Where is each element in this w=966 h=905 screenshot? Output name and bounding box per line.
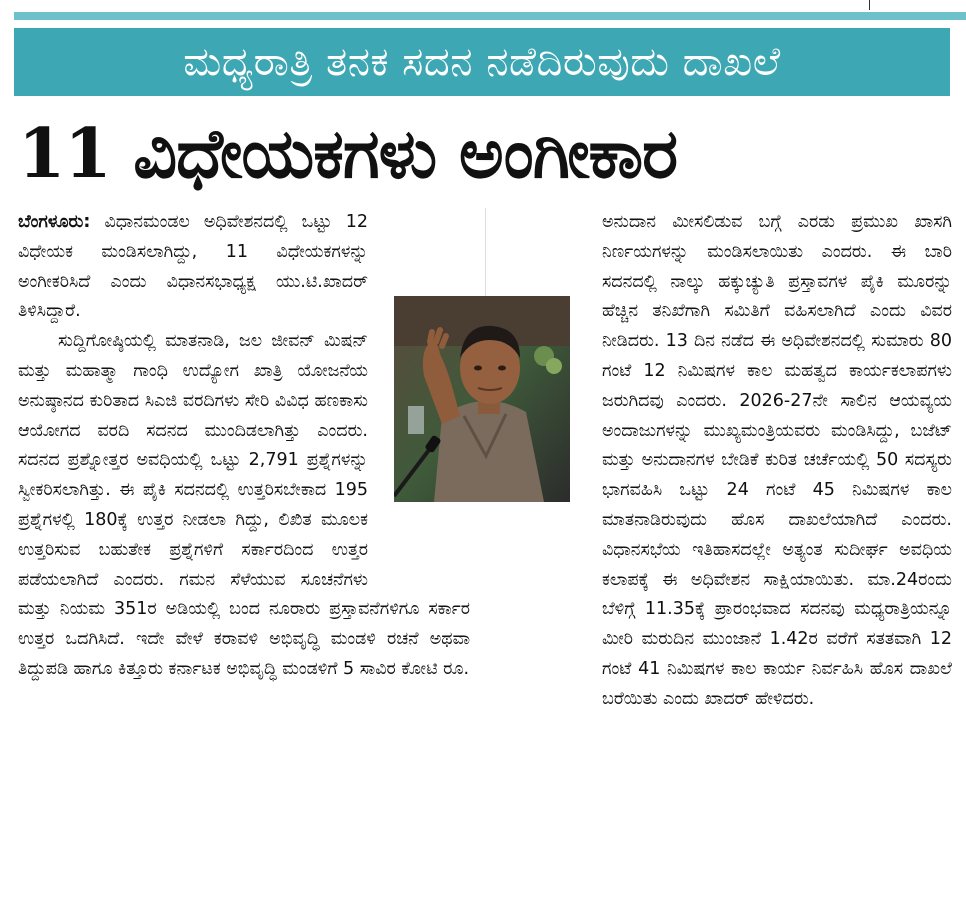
headline: 11 ವಿಧೇಯಕಗಳು ಅಂಗೀಕಾರ (18, 114, 678, 194)
body-paragraph-continued: ಅನುದಾನ ಮೀಸಲಿಡುವ ಬಗ್ಗೆ ಎರಡು ಪ್ರಮುಖ ಖಾಸಗಿ ನಿರ್ಣಯಗಳನ್ನು ಮಂಡಿಸಲಾಯಿತು ಎಂದರು. ಈ ಬಾರಿ ಸದನದಲ್ಲಿ ನಾಲ್ಕು ಹಕ್ಕುಚ್ಯುತಿ ಪ್ರಸ್ತಾವಗಳ ಪೈಕಿ ಮೂರನ್ನು ಹೆಚ್ಚಿನ ತನಿಖೆಗಾಗಿ ಸಮಿತಿಗೆ ವಹಿಸಲಾಗಿದೆ ಎಂದು ವಿವರ ನೀಡಿದರು. 13 ದಿನ ನಡೆದ ಈ ಅಧಿವೇಶನದಲ್ಲಿ ಸುಮಾರು 80 ಗಂಟೆ 12 ನಿಮಿಷಗಳ ಕಾಲ ಮಹತ್ವದ ಕಾರ್ಯಕಲಾಪಗಳು ಜರುಗಿದವು ಎಂದರು. 2026-27ನೇ ಸಾಲಿನ ಆಯವ್ಯಯ ಅಂದಾಜುಗಳನ್ನು ಮುಖ್ಯಮಂತ್ರಿಯವರು ಮಂಡಿಸಿದ್ದು, ಬಜೆಟ್ ಮತ್ತು ಅನುದಾನಗಳ ಬೇಡಿಕೆ ಕುರಿತ ಚರ್ಚೆಯಲ್ಲಿ 50 ಸದಸ್ಯರು ಭಾಗವಹಿಸಿ ಒಟ್ಟು 24 ಗಂಟೆ 45 ನಿಮಿಷಗಳ ಕಾಲ ಮಾತನಾಡಿರುವುದು ಹೊಸ ದಾಖಲೆಯಾಗಿದೆ ಎಂದರು. ವಿಧಾನಸಭೆಯ ಇತಿಹಾಸದಲ್ಲೇ ಅತ್ಯಂತ ಸುದೀರ್ಘ ಅವಧಿಯ ಕಲಾಪಕ್ಕೆ ಈ ಅಧಿವೇಶನ ಸಾಕ್ಷಿಯಾಯಿತು. ಮಾ.24ರಂದು ಬೆಳಿಗ್ಗೆ 11.35ಕ್ಕೆ ಪ್ರಾರಂಭವಾದ ಸದನವು ಮಧ್ಯರಾತ್ರಿಯನ್ನೂ ಮೀರಿ ಮರುದಿನ ಮುಂಜಾನೆ 1.42ರ ವರೆಗೆ ಸತತವಾಗಿ 12 ಗಂಟೆ 41 ನಿಮಿಷಗಳ ಕಾಲ ಕಾರ್ಯ ನಿರ್ವಹಿಸಿ ಹೊಸ ದಾಖಲೆ ಬರೆಯಿತು ಎಂದು ಖಾದರ್ ಹೇಳಿದರು. (602, 212, 952, 709)
speaker-photo-image (394, 296, 570, 502)
column-divider (485, 208, 486, 296)
body-paragraph: ಸುದ್ದಿಗೋಷ್ಠಿಯಲ್ಲಿ ಮಾತನಾಡಿ, ಜಲ ಜೀವನ್ ಮಿಷನ್ ಮತ್ತು ಮಹಾತ್ಮಾ ಗಾಂಧಿ ಉದ್ಯೋಗ ಖಾತ್ರಿ ಯೋಜನೆಯ ಅನುಷ್ಠಾನದ ಕುರಿತಾದ ಸಿಎಜಿ ವರದಿಗಳು ಸೇರಿ ವಿವಿಧ ಹಣಕಾಸು ಆಯೋಗದ ವರದಿ ಸದನದ ಮುಂದಿಡಲಾಗಿತ್ತು ಎಂದರು. ಸದನದ ಪ್ರಶ್ನೋತ್ತರ ಅವಧಿಯಲ್ಲಿ ಒಟ್ಟು 2,791 ಪ್ರಶ್ನೆಗಳನ್ನು ಸ್ವೀಕರಿಸಲಾಗಿತ್ತು. ಈ ಪೈಕಿ ಸದನದಲ್ಲಿ ಉತ್ತರಿಸಬೇಕಾದ 195 ಪ್ರಶ್ನೆಗಳಲ್ಲಿ 180ಕ್ಕೆ ಉತ್ತರ ನೀಡಲಾ ಗಿದ್ದು, ಲಿಖಿತ ಮೂಲಕ ಉತ್ತರಿಸುವ ಬಹುತೇಕ ಪ್ರಶ್ನೆಗಳಿಗೆ ಸರ್ಕಾರದಿಂದ ಉತ್ತರ ಪಡೆಯಲಾಗಿದೆ ಎಂದರು. ಗಮನ ಸೆಳೆಯುವ ಸೂಚನೆಗಳು ಮತ್ತು ನಿಯಮ 351ರ ಅಡಿಯಲ್ಲಿ ಬಂದ ನೂರಾರು ಪ್ರಸ್ತಾವನೆಗಳಿಗೂ ಸರ್ಕಾರ ಉತ್ತರ ಒದಗಿಸಿದೆ. ಇದೇ ವೇಳೆ ಕರಾವಳಿ ಅಭಿವೃದ್ಧಿ ಮಂಡಳಿ ರಚನೆ ಅಥವಾ ತಿದ್ದುಪಡಿ ಹಾಗೂ ಕಿತ್ತೂರು ಕರ್ನಾಟಕ ಅಭಿವೃದ್ಧಿ ಮಂಡಳಿಗೆ 5 ಸಾವಿರ ಕೋಟಿ ರೂ. (18, 331, 470, 679)
kicker-banner (14, 28, 950, 96)
corner-rule (869, 0, 870, 10)
top-accent-rule (14, 12, 966, 20)
kicker-text: ಮಧ್ಯರಾತ್ರಿ ತನಕ ಸದನ ನಡೆದಿರುವುದು ದಾಖಲೆ (183, 39, 781, 85)
dateline: ಬೆಂಗಳೂರು: (18, 212, 91, 232)
lead-text: ವಿಧಾನಮಂಡಲ ಅಧಿವೇಶನದಲ್ಲಿ ಒಟ್ಟು 12 ವಿಧೇಯಕ ಮಂಡಿಸಲಾಗಿದ್ದು, 11 ವಿಧೇಯಕಗಳನ್ನು ಅಂಗೀಕರಿಸಿದೆ ಎಂದು ವಿಧಾನಸಭಾಧ್ಯಕ್ಷ ಯು.ಟಿ.ಖಾದರ್ ತಿಳಿಸಿದ್ದಾರೆ. (18, 212, 368, 322)
speaker-photo (394, 296, 570, 502)
